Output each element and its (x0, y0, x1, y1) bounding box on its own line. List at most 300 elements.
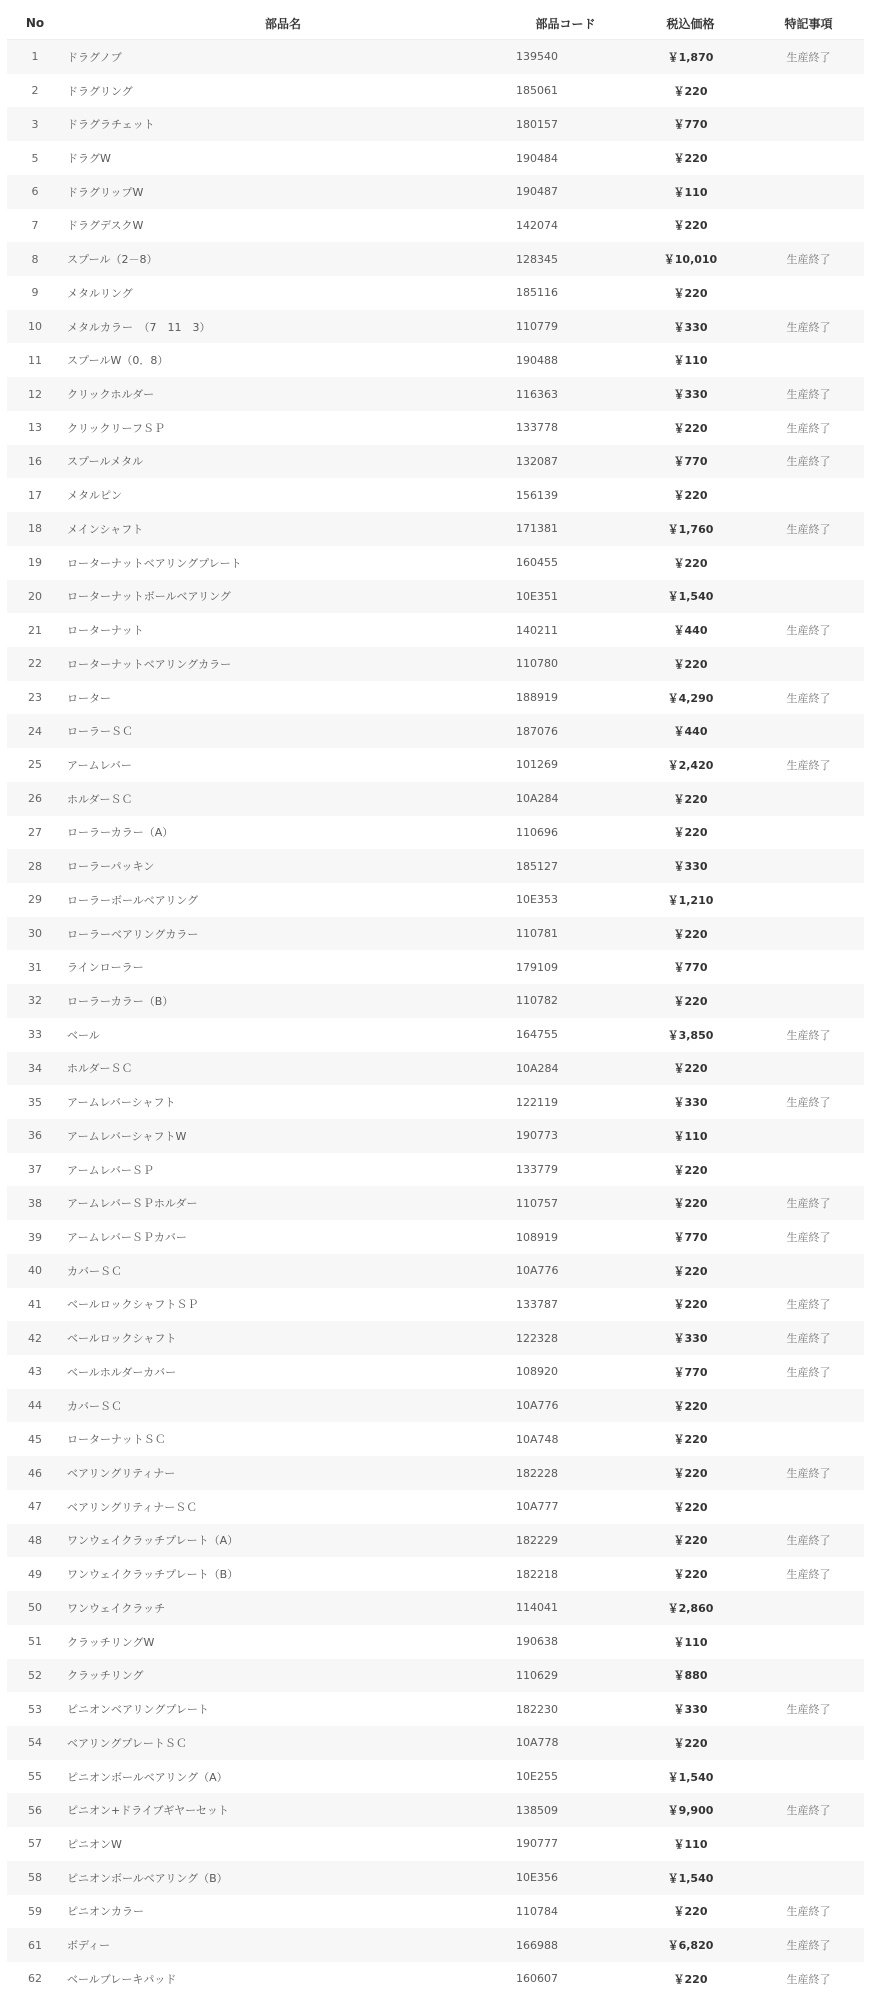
row-price: ￥1,540 (667, 590, 714, 604)
row-no: 17 (28, 488, 42, 502)
row-note (753, 984, 864, 1018)
row-note: 生産終了 (786, 1905, 831, 1919)
row-price: ￥220 (673, 1467, 708, 1481)
row-no: 58 (28, 1871, 42, 1885)
row-no: 52 (28, 1668, 42, 1682)
row-part-name: メタルピン (67, 489, 122, 503)
row-no: 12 (28, 387, 42, 401)
row-no: 27 (28, 825, 42, 839)
row-no: 56 (28, 1803, 42, 1817)
row-no: 57 (28, 1837, 42, 1851)
row-note: 生産終了 (786, 1298, 831, 1312)
table-row (7, 1524, 864, 1558)
row-no: 5 (31, 151, 39, 165)
row-part-name: メインシャフト (67, 522, 144, 536)
table-row (7, 1422, 864, 1456)
row-no: 45 (28, 1432, 42, 1446)
row-price: ￥3,850 (667, 1028, 714, 1042)
row-no: 46 (28, 1466, 42, 1480)
row-part-code: 180157 (516, 117, 558, 131)
row-no: 23 (28, 691, 42, 705)
row-part-code: 185127 (516, 859, 558, 873)
row-no: 47 (28, 1500, 42, 1514)
table-row (7, 310, 864, 344)
row-note (753, 849, 864, 883)
table-row (7, 175, 864, 209)
table-row (7, 242, 864, 276)
row-price: ￥110 (673, 354, 708, 368)
row-part-code: 185116 (516, 286, 558, 300)
row-note: 生産終了 (786, 253, 831, 267)
table-body (7, 40, 864, 1996)
row-part-name: ローターナットボールベアリング (67, 590, 231, 604)
row-part-code: 10A284 (516, 1061, 559, 1075)
table-row (7, 782, 864, 816)
table-row (7, 107, 864, 141)
row-part-code: 128345 (516, 252, 558, 266)
table-row (7, 478, 864, 512)
table-row (7, 1321, 864, 1355)
table-row (7, 950, 864, 984)
table-header (7, 7, 864, 40)
row-part-code: 116363 (516, 387, 558, 401)
row-part-code: 190484 (516, 151, 558, 165)
row-part-code: 110784 (516, 1904, 558, 1918)
row-part-code: 110757 (516, 1196, 558, 1210)
row-note (753, 1625, 864, 1659)
row-price: ￥440 (673, 624, 708, 638)
row-part-name: ローラーカラー（A） (67, 826, 174, 840)
row-price: ￥880 (673, 1669, 708, 1683)
header-part-name: 部品名 (63, 7, 503, 40)
row-note (753, 1760, 864, 1794)
row-part-code: 190777 (516, 1837, 558, 1851)
table-row (7, 546, 864, 580)
row-price: ￥9,900 (667, 1804, 714, 1818)
row-price: ￥110 (673, 1129, 708, 1143)
row-note: 生産終了 (786, 1939, 831, 1953)
row-price: ￥4,290 (667, 691, 714, 705)
row-price: ￥220 (673, 927, 708, 941)
row-part-code: 133779 (516, 1163, 558, 1177)
row-no: 61 (28, 1938, 42, 1952)
row-part-name: ホルダーＳＣ (67, 792, 133, 806)
row-part-code: 190773 (516, 1129, 558, 1143)
table-row (7, 343, 864, 377)
row-part-code: 187076 (516, 724, 558, 738)
header-price: 税込価格 (628, 7, 753, 40)
row-part-code: 182230 (516, 1702, 558, 1716)
row-no: 9 (31, 286, 39, 300)
row-part-name: ピニオンベアリングプレート (67, 1703, 209, 1717)
row-part-name: ベアリングプレートＳＣ (67, 1736, 187, 1750)
row-no: 33 (28, 1028, 42, 1042)
row-no: 37 (28, 1163, 42, 1177)
row-note: 生産終了 (786, 1332, 831, 1346)
row-price: ￥220 (673, 1298, 708, 1312)
row-no: 21 (28, 623, 42, 637)
row-price: ￥220 (673, 1197, 708, 1211)
row-part-code: 10A776 (516, 1264, 559, 1278)
row-part-name: ローラーカラー（B） (67, 994, 174, 1008)
table-row (7, 849, 864, 883)
row-part-name: ホルダーＳＣ (67, 1062, 133, 1076)
row-note (753, 1254, 864, 1288)
row-no: 28 (28, 859, 42, 873)
row-note (753, 714, 864, 748)
row-part-code: 190638 (516, 1635, 558, 1649)
row-no: 31 (28, 960, 42, 974)
row-part-code: 190487 (516, 185, 558, 199)
table-row (7, 748, 864, 782)
row-note: 生産終了 (786, 1096, 831, 1110)
row-note (753, 580, 864, 614)
row-note: 生産終了 (786, 320, 831, 334)
table-row (7, 1861, 864, 1895)
table-row (7, 74, 864, 108)
row-note: 生産終了 (786, 624, 831, 638)
row-price: ￥330 (673, 388, 708, 402)
row-price: ￥330 (673, 860, 708, 874)
row-part-name: メタルリング (67, 286, 133, 300)
row-part-code: 132087 (516, 454, 558, 468)
row-part-name: カバーＳＣ (67, 1399, 122, 1413)
row-no: 62 (28, 1972, 42, 1986)
row-price: ￥220 (673, 1433, 708, 1447)
table-row (7, 1052, 864, 1086)
table-row (7, 276, 864, 310)
table-row (7, 1254, 864, 1288)
row-note (753, 883, 864, 917)
row-no: 32 (28, 994, 42, 1008)
row-note: 生産終了 (786, 1568, 831, 1582)
row-price: ￥110 (673, 1635, 708, 1649)
table-row (7, 984, 864, 1018)
row-part-name: ピニオンボールベアリング（A） (67, 1770, 228, 1784)
row-part-name: ローターナットベアリングプレート (67, 556, 242, 570)
table-row (7, 1085, 864, 1119)
row-part-name: ローラーＳＣ (67, 725, 133, 739)
row-part-name: ローターナット (67, 624, 144, 638)
row-price: ￥220 (673, 152, 708, 166)
table-row (7, 1153, 864, 1187)
row-no: 41 (28, 1297, 42, 1311)
table-row (7, 445, 864, 479)
row-note (753, 175, 864, 209)
row-no: 36 (28, 1129, 42, 1143)
table-row (7, 1793, 864, 1827)
row-price: ￥110 (673, 1837, 708, 1851)
table-row (7, 816, 864, 850)
row-part-code: 182228 (516, 1466, 558, 1480)
row-part-name: ピニオンカラー (67, 1905, 144, 1919)
row-no: 35 (28, 1095, 42, 1109)
row-note: 生産終了 (786, 1972, 831, 1986)
row-part-name: アームレバーシャフト (67, 1096, 176, 1110)
row-note (753, 1153, 864, 1187)
row-note: 生産終了 (786, 1804, 831, 1818)
row-part-code: 110782 (516, 994, 558, 1008)
row-no: 30 (28, 927, 42, 941)
row-no: 29 (28, 893, 42, 907)
row-price: ￥770 (673, 1365, 708, 1379)
table-row (7, 613, 864, 647)
row-no: 8 (31, 252, 39, 266)
row-part-name: アームレバーＳＰ (67, 1163, 154, 1177)
row-no: 49 (28, 1567, 42, 1581)
row-price: ￥440 (673, 725, 708, 739)
row-part-name: カバーＳＣ (67, 1264, 122, 1278)
row-note (753, 1490, 864, 1524)
row-part-name: ベールロックシャフトＳＰ (67, 1298, 199, 1312)
header-note: 特記事項 (753, 7, 864, 40)
row-part-code: 108919 (516, 1230, 558, 1244)
row-no: 1 (31, 50, 39, 64)
row-part-code: 108920 (516, 1365, 558, 1379)
row-no: 39 (28, 1230, 42, 1244)
row-price: ￥10,010 (663, 253, 718, 267)
row-part-code: 110781 (516, 927, 558, 941)
row-note (753, 209, 864, 243)
row-part-name: ワンウェイクラッチ (67, 1601, 166, 1615)
row-part-name: ドラグラチェット (67, 118, 155, 132)
row-price: ￥330 (673, 320, 708, 334)
row-part-name: ピニオンボールベアリング（B） (67, 1871, 228, 1885)
row-no: 53 (28, 1702, 42, 1716)
row-part-name: スプール（2－8） (67, 253, 158, 267)
row-no: 34 (28, 1061, 42, 1075)
row-part-code: 10A748 (516, 1432, 559, 1446)
row-note: 生産終了 (786, 1467, 831, 1481)
table-row (7, 1659, 864, 1693)
table-row (7, 141, 864, 175)
row-part-code: 110779 (516, 320, 558, 334)
row-no: 48 (28, 1533, 42, 1547)
row-note: 生産終了 (786, 522, 831, 536)
row-part-code: 166988 (516, 1938, 558, 1952)
row-part-name: メタルカラー （7 11 3） (67, 320, 211, 334)
table-row (7, 1827, 864, 1861)
table-row (7, 1591, 864, 1625)
row-part-name: ローラーベアリングカラー (67, 927, 199, 941)
row-part-code: 110780 (516, 657, 558, 671)
row-part-code: 10E353 (516, 893, 558, 907)
row-no: 7 (31, 218, 39, 232)
row-no: 44 (28, 1399, 42, 1413)
table-row (7, 1928, 864, 1962)
row-no: 10 (28, 320, 42, 334)
row-price: ￥220 (673, 219, 708, 233)
row-price: ￥220 (673, 1905, 708, 1919)
row-note (753, 1726, 864, 1760)
row-part-name: ラインローラー (67, 961, 144, 975)
table-row (7, 647, 864, 681)
row-part-code: 10E356 (516, 1871, 558, 1885)
row-part-name: ベール (67, 1028, 100, 1042)
table-row (7, 377, 864, 411)
row-part-name: アームレバーシャフトW (67, 1129, 187, 1143)
row-part-code: 140211 (516, 623, 558, 637)
row-price: ￥770 (673, 1231, 708, 1245)
row-no: 11 (28, 353, 42, 367)
row-note: 生産終了 (786, 455, 831, 469)
table-row (7, 1389, 864, 1423)
table-row (7, 1625, 864, 1659)
row-price: ￥220 (673, 1399, 708, 1413)
row-part-code: 133778 (516, 421, 558, 435)
row-part-name: ワンウェイクラッチプレート（B） (67, 1568, 239, 1582)
row-price: ￥770 (673, 961, 708, 975)
row-part-code: 133787 (516, 1297, 558, 1311)
row-no: 26 (28, 792, 42, 806)
table-row (7, 1760, 864, 1794)
table-row (7, 209, 864, 243)
row-part-name: アームレバーＳＰカバー (67, 1231, 187, 1245)
row-part-code: 122328 (516, 1331, 558, 1345)
row-part-name: ベアリングリティナーＳＣ (67, 1500, 198, 1514)
row-part-name: ドラグリップW (67, 185, 144, 199)
row-no: 38 (28, 1196, 42, 1210)
row-note: 生産終了 (786, 691, 831, 705)
header-part-code: 部品コード (503, 7, 628, 40)
row-part-name: アームレバー (67, 758, 132, 772)
row-note (753, 74, 864, 108)
row-no: 16 (28, 454, 42, 468)
table-row (7, 1962, 864, 1996)
table-row (7, 411, 864, 445)
row-note (753, 782, 864, 816)
row-note: 生産終了 (786, 421, 831, 435)
row-part-code: 142074 (516, 218, 558, 232)
row-part-name: ドラグノブ (67, 50, 122, 64)
table-row (7, 1119, 864, 1153)
row-part-name: ベールロックシャフト (67, 1332, 177, 1346)
row-part-code: 182229 (516, 1533, 558, 1547)
row-note: 生産終了 (786, 1231, 831, 1245)
row-no: 6 (31, 185, 39, 199)
row-note: 生産終了 (786, 1534, 831, 1548)
row-part-name: ドラグデスクW (67, 219, 144, 233)
table-row (7, 1456, 864, 1490)
row-note: 生産終了 (786, 1197, 831, 1211)
table-row (7, 1557, 864, 1591)
row-note (753, 1119, 864, 1153)
row-note (753, 1659, 864, 1693)
row-no: 22 (28, 657, 42, 671)
row-part-code: 190488 (516, 353, 558, 367)
row-part-code: 10A777 (516, 1500, 559, 1514)
row-price: ￥220 (673, 1534, 708, 1548)
table-row (7, 40, 864, 74)
row-part-name: ローターナットＳＣ (67, 1433, 166, 1447)
row-part-code: 160455 (516, 556, 558, 570)
row-price: ￥1,760 (667, 522, 714, 536)
row-note (753, 276, 864, 310)
row-part-name: ピニオン+ドライブギヤーセット (67, 1804, 229, 1818)
row-price: ￥330 (673, 1096, 708, 1110)
row-price: ￥220 (673, 84, 708, 98)
row-no: 3 (31, 117, 39, 131)
row-price: ￥220 (673, 792, 708, 806)
row-note (753, 1422, 864, 1456)
row-part-code: 10E351 (516, 589, 558, 603)
row-price: ￥2,420 (667, 758, 714, 772)
row-part-name: クラッチリングW (67, 1635, 155, 1649)
row-part-name: ローターナットベアリングカラー (67, 657, 232, 671)
row-no: 50 (28, 1601, 42, 1615)
row-price: ￥110 (673, 185, 708, 199)
header-no: No (7, 7, 63, 40)
table-row (7, 580, 864, 614)
row-note: 生産終了 (786, 50, 831, 64)
row-note (753, 1591, 864, 1625)
row-no: 24 (28, 724, 42, 738)
row-part-code: 10E255 (516, 1770, 558, 1784)
row-no: 54 (28, 1736, 42, 1750)
row-no: 55 (28, 1770, 42, 1784)
row-part-code: 185061 (516, 84, 558, 98)
row-part-name: クリックリーフＳＰ (67, 421, 166, 435)
row-note (753, 1052, 864, 1086)
row-price: ￥2,860 (667, 1601, 714, 1615)
row-no: 13 (28, 421, 42, 435)
row-part-name: クラッチリング (67, 1669, 144, 1683)
row-no: 51 (28, 1635, 42, 1649)
row-part-code: 171381 (516, 522, 558, 536)
row-no: 25 (28, 758, 42, 772)
row-part-name: ワンウェイクラッチプレート（A） (67, 1534, 239, 1548)
row-part-code: 10A284 (516, 792, 559, 806)
row-price: ￥220 (673, 286, 708, 300)
parts-table (7, 7, 864, 1996)
row-note (753, 1861, 864, 1895)
row-part-code: 182218 (516, 1567, 558, 1581)
table-row (7, 1895, 864, 1929)
row-price: ￥1,210 (667, 893, 714, 907)
row-price: ￥220 (673, 994, 708, 1008)
table-row (7, 917, 864, 951)
row-note (753, 343, 864, 377)
row-part-code: 10A776 (516, 1399, 559, 1413)
row-no: 19 (28, 556, 42, 570)
row-price: ￥330 (673, 1332, 708, 1346)
row-price: ￥6,820 (667, 1939, 714, 1953)
row-part-code: 122119 (516, 1095, 558, 1109)
row-part-code: 160607 (516, 1972, 558, 1986)
row-note (753, 107, 864, 141)
row-no: 20 (28, 589, 42, 603)
table-row (7, 1355, 864, 1389)
row-no: 2 (31, 84, 39, 98)
row-note (753, 816, 864, 850)
table-row (7, 714, 864, 748)
table-row (7, 1186, 864, 1220)
row-note: 生産終了 (786, 758, 831, 772)
row-part-code: 10A778 (516, 1736, 559, 1750)
row-no: 43 (28, 1365, 42, 1379)
row-part-code: 138509 (516, 1803, 558, 1817)
table-row (7, 1692, 864, 1726)
row-part-name: ベールブレーキパッド (67, 1972, 177, 1986)
table-row (7, 883, 864, 917)
row-price: ￥330 (673, 1703, 708, 1717)
table-row (7, 1018, 864, 1052)
row-no: 18 (28, 522, 42, 536)
row-price: ￥220 (673, 556, 708, 570)
row-price: ￥220 (673, 1062, 708, 1076)
row-price: ￥220 (673, 1568, 708, 1582)
row-part-name: スプールW（0．8） (67, 354, 169, 368)
